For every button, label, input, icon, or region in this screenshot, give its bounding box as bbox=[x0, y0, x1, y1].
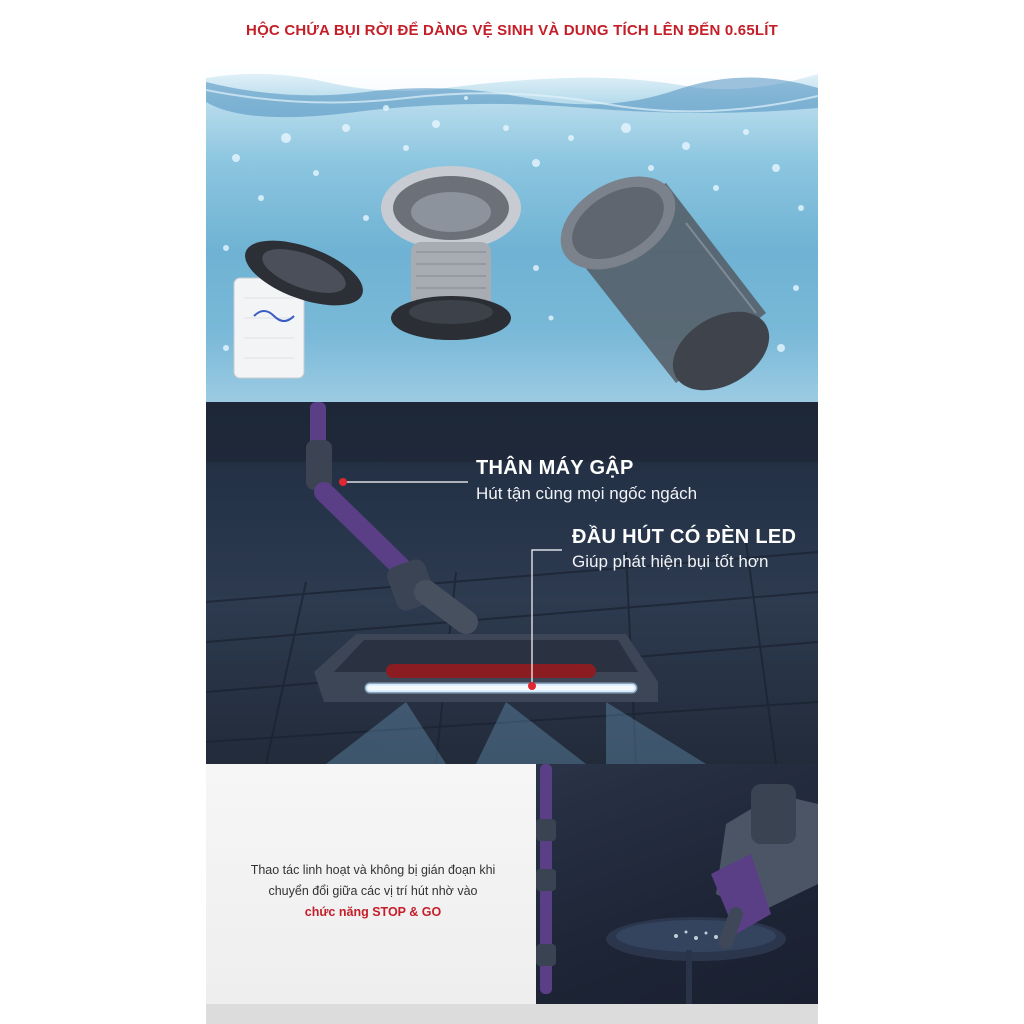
callout-dot-icon bbox=[528, 682, 536, 690]
page-title: HỘC CHỨA BỤI RỜI ĐỂ DÀNG VỆ SINH VÀ DUNG TÍCH LÊN ĐẾN 0.65LÍT bbox=[246, 22, 778, 39]
callout-dot-icon bbox=[339, 478, 347, 486]
caption-line-2: chuyển đổi giữa các vị trí hút nhờ vào bbox=[268, 884, 478, 898]
callout-folding-body-title: THÂN MÁY GẬP bbox=[476, 457, 634, 479]
bottom-divider bbox=[206, 1004, 818, 1024]
callout-led-head-subtitle: Giúp phát hiện bụi tốt hơn bbox=[572, 552, 769, 571]
stop-and-go-caption bbox=[218, 860, 528, 923]
callout-folding-body-subtitle: Hút tận cùng mọi ngốc ngách bbox=[476, 484, 698, 503]
caption-highlight: chức năng STOP & GO bbox=[304, 905, 442, 919]
vacuum-led-image bbox=[206, 402, 818, 764]
stick-vacuum-image bbox=[520, 764, 600, 1024]
caption-line-1: Thao tác linh hoạt và không bị gián đoạn khi bbox=[250, 863, 496, 877]
dust-bin-image bbox=[206, 68, 818, 402]
callout-led-head-title: ĐẦU HÚT CÓ ĐÈN LED bbox=[572, 526, 797, 548]
